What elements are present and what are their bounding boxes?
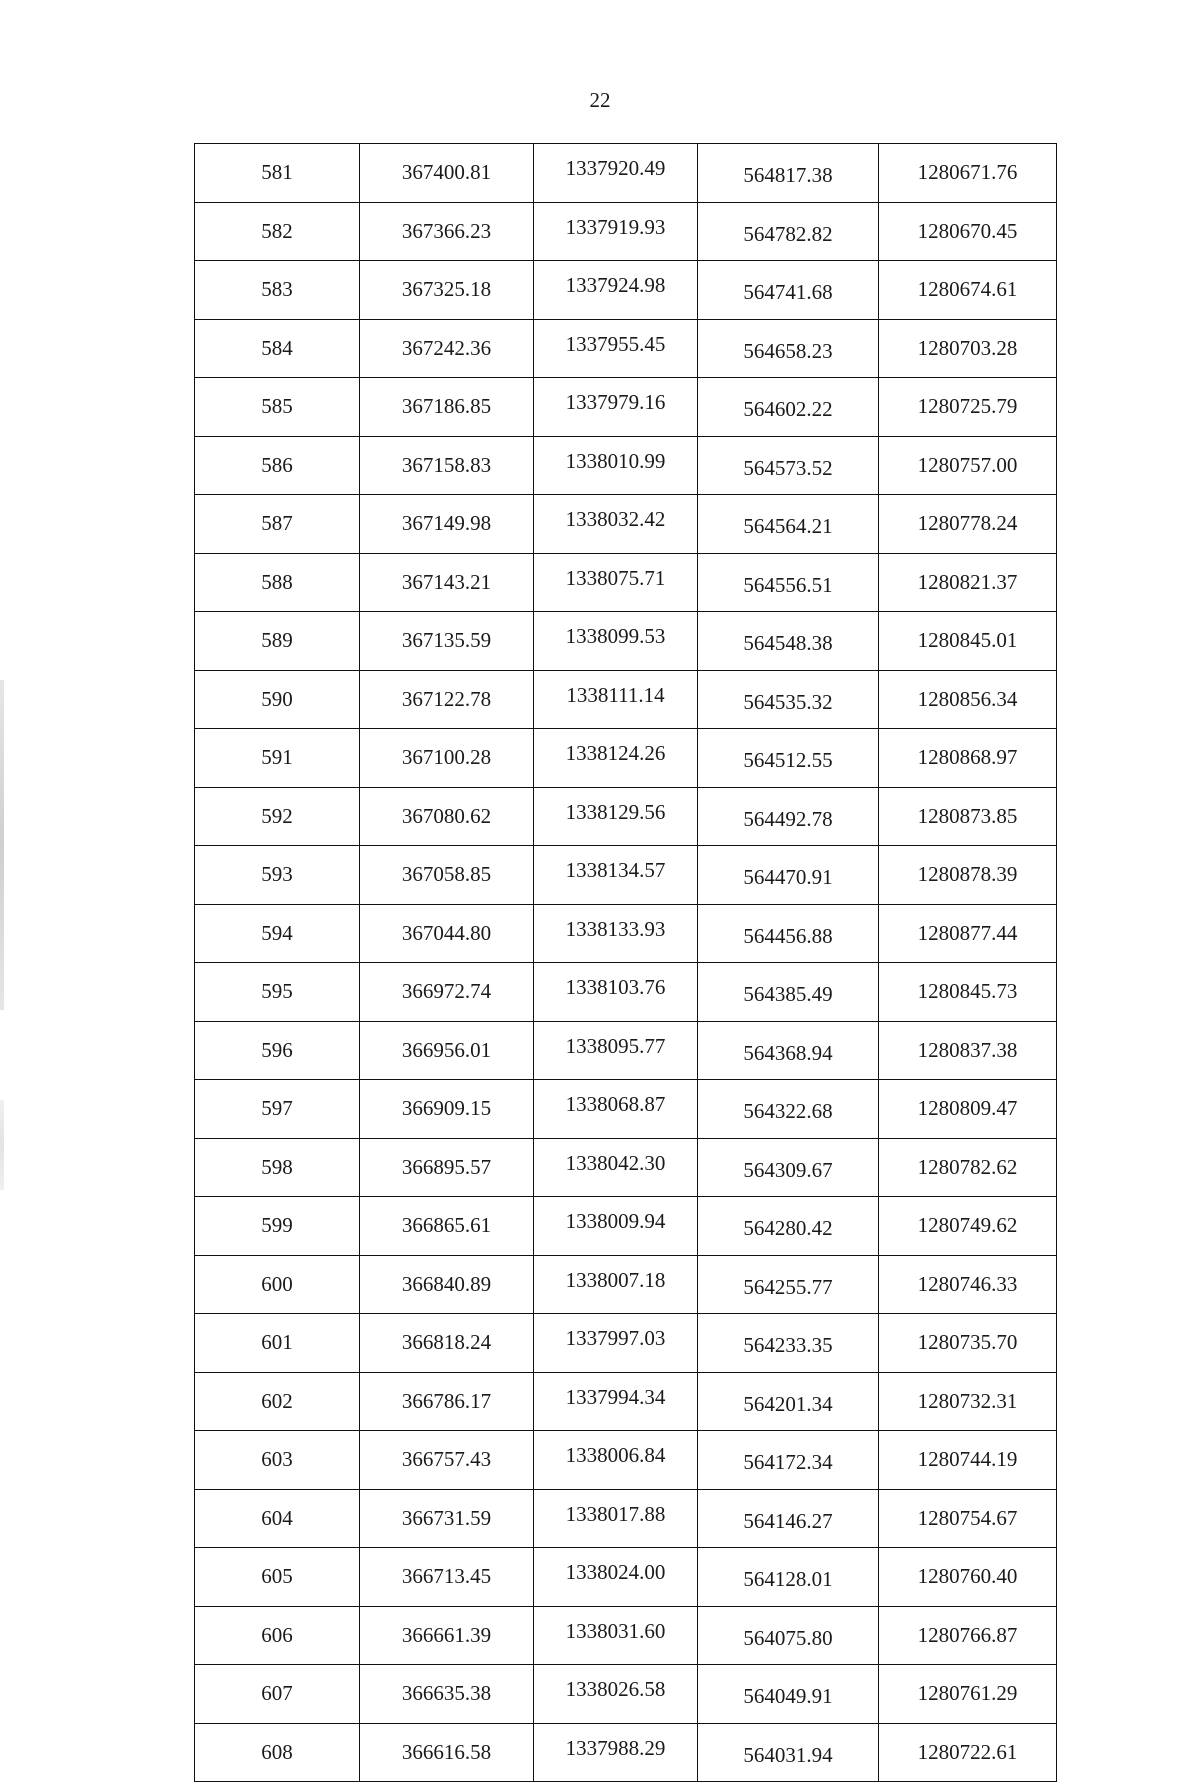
point-number-cell: 598 [195,1138,360,1197]
table-row [195,553,1057,612]
y2-coordinate-cell: 1280821.37 [879,553,1057,612]
y-coordinate-cell: 1338129.56 [534,787,698,846]
table-row [195,495,1057,554]
y2-coordinate-cell: 1280744.19 [879,1431,1057,1490]
point-number-cell: 586 [195,436,360,495]
table-row [195,1314,1057,1373]
y-coordinate-cell: 1338032.42 [534,495,698,554]
table-row [195,261,1057,320]
table-row [195,436,1057,495]
y2-coordinate-cell: 1280732.31 [879,1372,1057,1431]
table-row [195,1080,1057,1139]
point-number-cell: 590 [195,670,360,729]
y-coordinate-cell: 1337919.93 [534,202,698,261]
x2-coordinate-cell: 564817.38 [698,144,879,203]
point-number-cell: 581 [195,144,360,203]
x-coordinate-cell: 366635.38 [360,1665,534,1724]
x-coordinate-cell: 366865.61 [360,1197,534,1256]
x2-coordinate-cell: 564233.35 [698,1314,879,1373]
x2-coordinate-cell: 564564.21 [698,495,879,554]
y2-coordinate-cell: 1280766.87 [879,1606,1057,1665]
y-coordinate-cell: 1338068.87 [534,1080,698,1139]
x2-coordinate-cell: 564782.82 [698,202,879,261]
y-coordinate-cell: 1338026.58 [534,1665,698,1724]
x2-coordinate-cell: 564309.67 [698,1138,879,1197]
y2-coordinate-cell: 1280722.61 [879,1723,1057,1782]
x2-coordinate-cell: 564556.51 [698,553,879,612]
table-row [195,378,1057,437]
x2-coordinate-cell: 564741.68 [698,261,879,320]
point-number-cell: 604 [195,1489,360,1548]
table-row [195,904,1057,963]
x-coordinate-cell: 366909.15 [360,1080,534,1139]
y-coordinate-cell: 1337924.98 [534,261,698,320]
x2-coordinate-cell: 564573.52 [698,436,879,495]
x2-coordinate-cell: 564031.94 [698,1723,879,1782]
table-row [195,787,1057,846]
y2-coordinate-cell: 1280703.28 [879,319,1057,378]
table-row [195,1255,1057,1314]
table-row [195,670,1057,729]
y2-coordinate-cell: 1280760.40 [879,1548,1057,1607]
scan-edge-mark [0,1100,4,1190]
y2-coordinate-cell: 1280746.33 [879,1255,1057,1314]
y2-coordinate-cell: 1280877.44 [879,904,1057,963]
y-coordinate-cell: 1338010.99 [534,436,698,495]
x2-coordinate-cell: 564456.88 [698,904,879,963]
table-row [195,1723,1057,1782]
point-number-cell: 597 [195,1080,360,1139]
point-number-cell: 585 [195,378,360,437]
y2-coordinate-cell: 1280670.45 [879,202,1057,261]
table-row [195,612,1057,671]
y-coordinate-cell: 1338006.84 [534,1431,698,1490]
coordinate-table-body [195,144,1057,1782]
x2-coordinate-cell: 564535.32 [698,670,879,729]
x2-coordinate-cell: 564470.91 [698,846,879,905]
table-row [195,144,1057,203]
coordinate-table [194,143,1057,1782]
x-coordinate-cell: 366895.57 [360,1138,534,1197]
y-coordinate-cell: 1338124.26 [534,729,698,788]
y2-coordinate-cell: 1280749.62 [879,1197,1057,1256]
x2-coordinate-cell: 564146.27 [698,1489,879,1548]
y-coordinate-cell: 1338007.18 [534,1255,698,1314]
y-coordinate-cell: 1338075.71 [534,553,698,612]
y2-coordinate-cell: 1280837.38 [879,1021,1057,1080]
x2-coordinate-cell: 564049.91 [698,1665,879,1724]
y2-coordinate-cell: 1280845.01 [879,612,1057,671]
point-number-cell: 605 [195,1548,360,1607]
point-number-cell: 595 [195,963,360,1022]
x-coordinate-cell: 367058.85 [360,846,534,905]
table-row [195,1548,1057,1607]
x-coordinate-cell: 366757.43 [360,1431,534,1490]
x-coordinate-cell: 366840.89 [360,1255,534,1314]
point-number-cell: 583 [195,261,360,320]
y2-coordinate-cell: 1280671.76 [879,144,1057,203]
point-number-cell: 608 [195,1723,360,1782]
y-coordinate-cell: 1338134.57 [534,846,698,905]
x2-coordinate-cell: 564512.55 [698,729,879,788]
point-number-cell: 591 [195,729,360,788]
table-row [195,846,1057,905]
point-number-cell: 599 [195,1197,360,1256]
point-number-cell: 582 [195,202,360,261]
x-coordinate-cell: 367366.23 [360,202,534,261]
x2-coordinate-cell: 564128.01 [698,1548,879,1607]
x-coordinate-cell: 366786.17 [360,1372,534,1431]
x2-coordinate-cell: 564280.42 [698,1197,879,1256]
point-number-cell: 600 [195,1255,360,1314]
y2-coordinate-cell: 1280868.97 [879,729,1057,788]
y-coordinate-cell: 1337988.29 [534,1723,698,1782]
x-coordinate-cell: 367149.98 [360,495,534,554]
y-coordinate-cell: 1337979.16 [534,378,698,437]
x-coordinate-cell: 367080.62 [360,787,534,846]
point-number-cell: 588 [195,553,360,612]
table-row [195,202,1057,261]
point-number-cell: 593 [195,846,360,905]
x-coordinate-cell: 367186.85 [360,378,534,437]
point-number-cell: 587 [195,495,360,554]
point-number-cell: 589 [195,612,360,671]
table-row [195,319,1057,378]
y2-coordinate-cell: 1280856.34 [879,670,1057,729]
table-row [195,1138,1057,1197]
y-coordinate-cell: 1338111.14 [534,670,698,729]
x2-coordinate-cell: 564322.68 [698,1080,879,1139]
y-coordinate-cell: 1338042.30 [534,1138,698,1197]
y-coordinate-cell: 1338024.00 [534,1548,698,1607]
scan-edge-mark [0,680,4,1010]
point-number-cell: 606 [195,1606,360,1665]
x-coordinate-cell: 366661.39 [360,1606,534,1665]
y2-coordinate-cell: 1280735.70 [879,1314,1057,1373]
y-coordinate-cell: 1338133.93 [534,904,698,963]
x-coordinate-cell: 367242.36 [360,319,534,378]
y-coordinate-cell: 1338031.60 [534,1606,698,1665]
y2-coordinate-cell: 1280725.79 [879,378,1057,437]
x2-coordinate-cell: 564075.80 [698,1606,879,1665]
x2-coordinate-cell: 564492.78 [698,787,879,846]
y-coordinate-cell: 1338103.76 [534,963,698,1022]
y-coordinate-cell: 1338095.77 [534,1021,698,1080]
table-row [195,963,1057,1022]
table-row [195,1021,1057,1080]
y-coordinate-cell: 1337920.49 [534,144,698,203]
point-number-cell: 607 [195,1665,360,1724]
y2-coordinate-cell: 1280782.62 [879,1138,1057,1197]
x2-coordinate-cell: 564255.77 [698,1255,879,1314]
x-coordinate-cell: 366713.45 [360,1548,534,1607]
y-coordinate-cell: 1337997.03 [534,1314,698,1373]
y2-coordinate-cell: 1280674.61 [879,261,1057,320]
point-number-cell: 584 [195,319,360,378]
point-number-cell: 603 [195,1431,360,1490]
page-number: 22 [589,88,611,112]
y2-coordinate-cell: 1280757.00 [879,436,1057,495]
y2-coordinate-cell: 1280761.29 [879,1665,1057,1724]
x2-coordinate-cell: 564172.34 [698,1431,879,1490]
x-coordinate-cell: 366956.01 [360,1021,534,1080]
table-row [195,1665,1057,1724]
y2-coordinate-cell: 1280878.39 [879,846,1057,905]
y2-coordinate-cell: 1280809.47 [879,1080,1057,1139]
y-coordinate-cell: 1337994.34 [534,1372,698,1431]
x-coordinate-cell: 367135.59 [360,612,534,671]
x2-coordinate-cell: 564201.34 [698,1372,879,1431]
table-row [195,1197,1057,1256]
x-coordinate-cell: 367044.80 [360,904,534,963]
x-coordinate-cell: 366731.59 [360,1489,534,1548]
point-number-cell: 594 [195,904,360,963]
y2-coordinate-cell: 1280778.24 [879,495,1057,554]
x2-coordinate-cell: 564368.94 [698,1021,879,1080]
x-coordinate-cell: 367400.81 [360,144,534,203]
y-coordinate-cell: 1338009.94 [534,1197,698,1256]
x2-coordinate-cell: 564602.22 [698,378,879,437]
y2-coordinate-cell: 1280754.67 [879,1489,1057,1548]
x-coordinate-cell: 367143.21 [360,553,534,612]
x2-coordinate-cell: 564385.49 [698,963,879,1022]
table-row [195,729,1057,788]
x-coordinate-cell: 366972.74 [360,963,534,1022]
point-number-cell: 602 [195,1372,360,1431]
y2-coordinate-cell: 1280845.73 [879,963,1057,1022]
table-row [195,1431,1057,1490]
x2-coordinate-cell: 564548.38 [698,612,879,671]
y-coordinate-cell: 1337955.45 [534,319,698,378]
point-number-cell: 601 [195,1314,360,1373]
x-coordinate-cell: 366818.24 [360,1314,534,1373]
point-number-cell: 596 [195,1021,360,1080]
y-coordinate-cell: 1338099.53 [534,612,698,671]
table-row [195,1372,1057,1431]
table-row [195,1489,1057,1548]
x-coordinate-cell: 367122.78 [360,670,534,729]
point-number-cell: 592 [195,787,360,846]
x-coordinate-cell: 367158.83 [360,436,534,495]
table-row [195,1606,1057,1665]
x-coordinate-cell: 367100.28 [360,729,534,788]
x2-coordinate-cell: 564658.23 [698,319,879,378]
y2-coordinate-cell: 1280873.85 [879,787,1057,846]
x-coordinate-cell: 367325.18 [360,261,534,320]
x-coordinate-cell: 366616.58 [360,1723,534,1782]
y-coordinate-cell: 1338017.88 [534,1489,698,1548]
